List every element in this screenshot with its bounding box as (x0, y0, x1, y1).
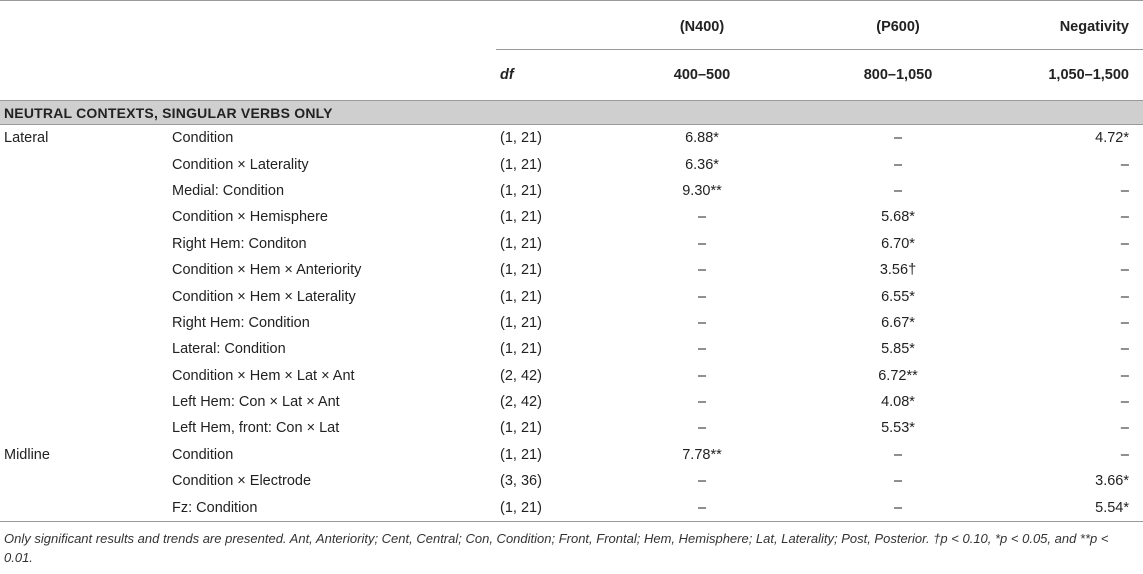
negativity-value-cell: – (1120, 288, 1129, 305)
region-cell (0, 389, 168, 415)
p600-value-cell: – (893, 473, 903, 490)
negativity-value-cell: – (1120, 209, 1129, 226)
negativity-value-cell: 5.54* (1001, 494, 1143, 521)
region-cell (0, 178, 168, 204)
region-cell (0, 494, 168, 521)
header-cell (496, 1, 609, 50)
region-cell (0, 468, 168, 494)
table-row (0, 257, 1143, 283)
header-row-windows (0, 50, 1143, 101)
header-cell (168, 50, 496, 101)
p600-value-cell: 6.67* (881, 314, 915, 331)
n400-value-cell: 9.30** (682, 182, 722, 199)
header-cell (168, 1, 496, 50)
effect-cell: Condition × Laterality (172, 156, 309, 173)
region-cell (0, 257, 168, 283)
negativity-value-cell: – (1120, 420, 1129, 437)
df-cell: (1, 21) (500, 288, 542, 305)
negativity-value-cell: – (1120, 446, 1129, 463)
p600-value-cell: 6.70* (881, 235, 915, 252)
p600-value-cell: – (893, 446, 903, 463)
table-row (0, 204, 1143, 230)
p600-value-cell: 6.55* (881, 288, 915, 305)
n400-value-cell: – (697, 420, 707, 437)
n400-value-cell: 6.36* (685, 156, 719, 173)
table-row (0, 178, 1143, 204)
df-cell: (3, 36) (500, 473, 542, 490)
region-cell (0, 151, 168, 177)
negativity-value-cell: – (1120, 156, 1129, 173)
df-cell: (1, 21) (500, 130, 542, 147)
negativity-value-cell: 4.72* (1095, 130, 1129, 147)
negativity-value-cell: 3.66* (1095, 473, 1129, 490)
effect-cell: Right Hem: Condition (172, 314, 310, 331)
table-row (0, 125, 1143, 152)
header-df: df (496, 50, 609, 101)
table-row (0, 415, 1143, 441)
df-cell: (1, 21) (500, 182, 542, 199)
df-cell: (1, 21) (500, 156, 542, 173)
n400-value-cell: 6.88* (685, 130, 719, 147)
negativity-value-cell: – (1120, 394, 1129, 411)
table-row (0, 363, 1143, 389)
df-cell: (2, 42) (500, 367, 542, 384)
table-row (0, 389, 1143, 415)
region-cell (0, 363, 168, 389)
negativity-value-cell: – (1120, 314, 1129, 331)
n400-value-cell: – (697, 367, 707, 384)
table-footnote: Only significant results and trends are presented. Ant, Anteriority; Cent, Central; Con, Condition; Front, Frontal; Hem, Hemisphere; Lat, Laterality; Post, Posterior. †p < 0.10, *p < 0.05, and **p < 0.01. (4, 531, 1109, 565)
effect-cell: Medial: Condition (172, 182, 285, 199)
p600-value-cell: – (893, 156, 903, 173)
p600-value-cell: 5.85* (881, 341, 915, 358)
header-cell (0, 1, 168, 50)
table-row (0, 151, 1143, 177)
section-title: NEUTRAL CONTEXTS, SINGULAR VERBS ONLY (0, 101, 1143, 125)
table-row (0, 442, 1143, 468)
effect-cell: Right Hem: Conditon (172, 235, 307, 252)
n400-value-cell: – (697, 473, 707, 490)
region-cell: Lateral (4, 130, 49, 147)
n400-value-cell: – (697, 394, 707, 411)
n400-value-cell: – (697, 235, 707, 252)
negativity-value-cell: – (1120, 367, 1129, 384)
n400-value-cell: 7.78** (682, 446, 722, 463)
table-row (0, 494, 1143, 521)
p600-value-cell: 6.72** (878, 367, 918, 384)
region-cell: Midline (4, 446, 50, 463)
p600-value-cell: 3.56† (879, 262, 917, 279)
negativity-value-cell: – (1120, 182, 1129, 199)
df-cell: (2, 42) (500, 394, 542, 411)
n400-value-cell: – (697, 209, 707, 226)
header-window-n400: 400–500 (609, 50, 805, 101)
effect-cell: Left Hem, front: Con × Lat (172, 420, 340, 437)
p600-value-cell: 4.08* (881, 394, 915, 411)
section-header-row (0, 101, 1143, 125)
region-cell (0, 283, 168, 309)
df-cell: (1, 21) (496, 494, 609, 521)
table-row (0, 336, 1143, 362)
effect-cell: Condition × Hem × Laterality (172, 288, 356, 305)
header-p600: (P600) (805, 1, 1001, 50)
df-cell: (1, 21) (500, 262, 542, 279)
header-negativity: Negativity (1001, 1, 1143, 50)
header-n400: (N400) (609, 1, 805, 50)
n400-value-cell: – (697, 341, 707, 358)
region-cell (0, 231, 168, 257)
n400-value-cell: – (697, 314, 707, 331)
header-cell (0, 50, 168, 101)
effect-cell: Fz: Condition (168, 494, 496, 521)
table-row (0, 283, 1143, 309)
p600-value-cell: 5.53* (881, 420, 915, 437)
df-cell: (1, 21) (500, 314, 542, 331)
n400-value-cell: – (697, 262, 707, 279)
p600-value-cell: – (805, 494, 1001, 521)
effect-cell: Left Hem: Con × Lat × Ant (172, 394, 340, 411)
effect-cell: Lateral: Condition (172, 341, 286, 358)
header-window-p600: 800–1,050 (805, 50, 1001, 101)
effect-cell: Condition × Hem × Anteriority (172, 262, 362, 279)
p600-value-cell: – (893, 130, 903, 147)
n400-value-cell: – (697, 288, 707, 305)
region-cell (0, 336, 168, 362)
df-cell: (1, 21) (500, 420, 542, 437)
effect-cell: Condition (172, 130, 234, 147)
region-cell (0, 310, 168, 336)
header-window-negativity: 1,050–1,500 (1001, 50, 1143, 101)
effect-cell: Condition × Hem × Lat × Ant (172, 367, 355, 384)
negativity-value-cell: – (1120, 262, 1129, 279)
effect-cell: Condition × Hemisphere (172, 209, 328, 226)
header-row-components (0, 1, 1143, 50)
region-cell (0, 415, 168, 441)
effect-cell: Condition × Electrode (172, 473, 312, 490)
region-cell (0, 204, 168, 230)
df-cell: (1, 21) (500, 235, 542, 252)
df-cell: (1, 21) (500, 209, 542, 226)
n400-value-cell: – (609, 494, 805, 521)
table-row (0, 310, 1143, 336)
p600-value-cell: 5.68* (881, 209, 915, 226)
df-cell: (1, 21) (500, 341, 542, 358)
negativity-value-cell: – (1120, 235, 1129, 252)
table-row (0, 468, 1143, 494)
p600-value-cell: – (893, 182, 903, 199)
effect-cell: Condition (172, 446, 234, 463)
df-cell: (1, 21) (500, 446, 542, 463)
negativity-value-cell: – (1120, 341, 1129, 358)
table-row (0, 231, 1143, 257)
